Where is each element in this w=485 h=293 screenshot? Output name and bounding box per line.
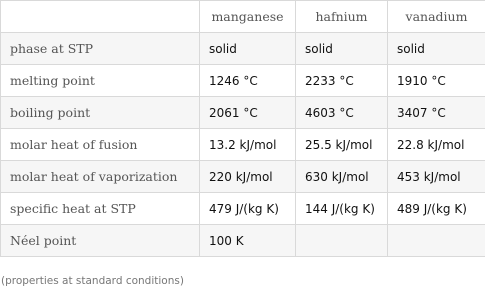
cell-hafnium: 25.5 kJ/mol [296, 129, 388, 161]
cell-vanadium [388, 225, 485, 257]
cell-vanadium: 22.8 kJ/mol [388, 129, 485, 161]
header-row [1, 1, 485, 33]
row-label: molar heat of fusion [1, 129, 200, 161]
column-header-manganese: manganese [200, 1, 296, 33]
cell-vanadium: 453 kJ/mol [388, 161, 485, 193]
header-corner [1, 1, 200, 33]
cell-hafnium: 630 kJ/mol [296, 161, 388, 193]
cell-hafnium: 4603 °C [296, 97, 388, 129]
cell-hafnium: 2233 °C [296, 65, 388, 97]
table-row [1, 97, 485, 129]
table-row [1, 225, 485, 257]
row-label: phase at STP [1, 33, 200, 65]
cell-manganese: 479 J/(kg K) [200, 193, 296, 225]
column-header-vanadium: vanadium [388, 1, 485, 33]
table-row [1, 129, 485, 161]
table-row [1, 33, 485, 65]
cell-vanadium: 1910 °C [388, 65, 485, 97]
footnote: (properties at standard conditions) [1, 275, 184, 287]
table-row [1, 193, 485, 225]
cell-manganese: 13.2 kJ/mol [200, 129, 296, 161]
row-label: specific heat at STP [1, 193, 200, 225]
table-row [1, 65, 485, 97]
cell-hafnium [296, 225, 388, 257]
cell-vanadium: 3407 °C [388, 97, 485, 129]
cell-manganese: 1246 °C [200, 65, 296, 97]
row-label: boiling point [1, 97, 200, 129]
cell-vanadium: 489 J/(kg K) [388, 193, 485, 225]
row-label: molar heat of vaporization [1, 161, 200, 193]
cell-hafnium: 144 J/(kg K) [296, 193, 388, 225]
row-label: melting point [1, 65, 200, 97]
column-header-hafnium: hafnium [296, 1, 388, 33]
row-label: Néel point [1, 225, 200, 257]
cell-manganese: 2061 °C [200, 97, 296, 129]
table-row [1, 161, 485, 193]
cell-manganese: 100 K [200, 225, 296, 257]
cell-vanadium: solid [388, 33, 485, 65]
cell-manganese: solid [200, 33, 296, 65]
cell-manganese: 220 kJ/mol [200, 161, 296, 193]
cell-hafnium: solid [296, 33, 388, 65]
